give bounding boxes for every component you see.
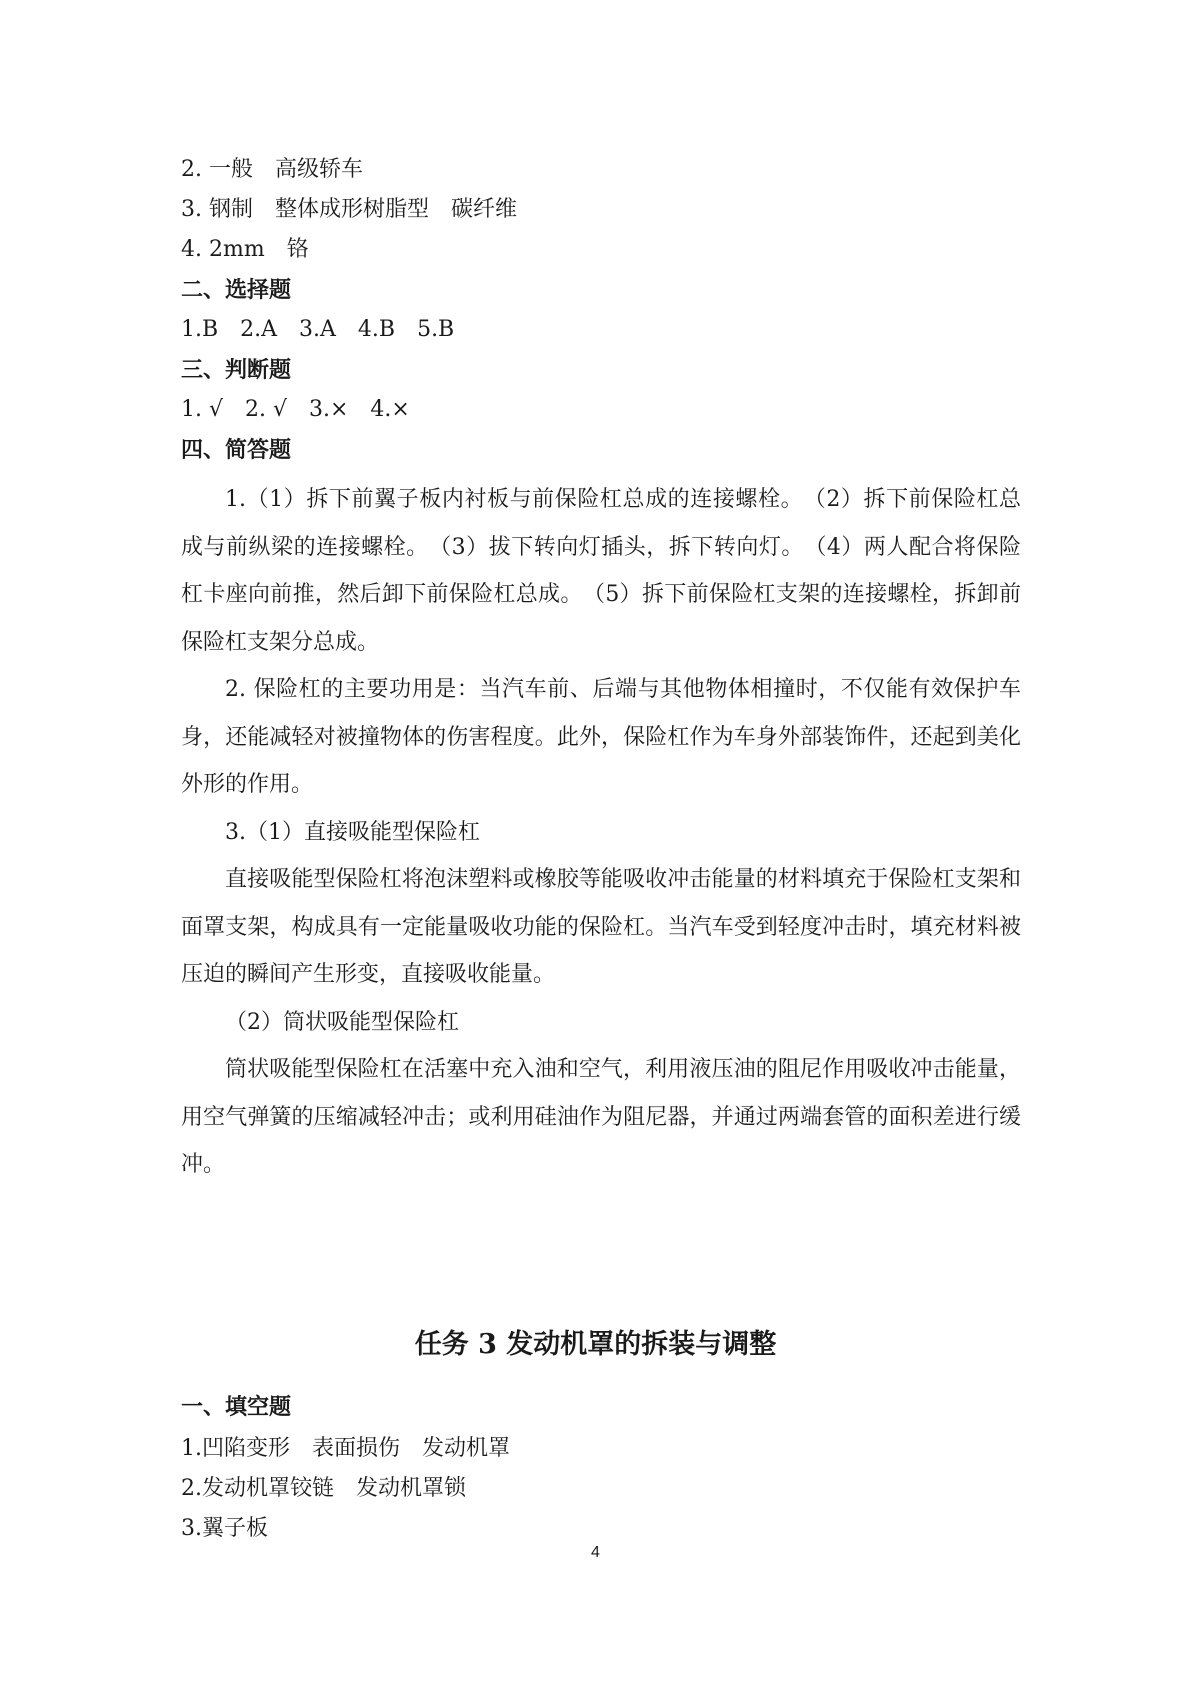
fill-answer-3: 3. 钢制 整体成形树脂型 碳纤维: [181, 197, 517, 222]
short-answer-2: 2. 保险杠的主要功用是：当汽车前、后端与其他物体相撞时，不仅能有效保护车身，还能减轻对被撞物体的伤害程度。此外，保险杠作为车身外部装饰件，还起到美化外形的作用。: [181, 677, 1021, 797]
judge-heading: 三、判断题: [181, 357, 292, 383]
short-answer-1: 1.（1）拆下前翼子板内衬板与前保险杠总成的连接螺栓。 （2）拆下前保险杠总成与前纵梁的连接螺栓。 （3）拔下转向灯插头，拆下转向灯。 （4）两人配合将保险杠卡座向前推，然后卸下前保险杠总成。 （5）拆下前保险杠支架的连接螺栓，拆卸前保险杠支架分总成。: [181, 487, 1021, 655]
judge-answers: 1. √ 2. √ 3.× 4.×: [181, 397, 410, 422]
short-answer-3-body-2: 筒状吸能型保险杠在活塞中充入油和空气，利用液压油的阻尼作用吸收冲击能量，用空气弹簧的压缩减轻冲击；或利用硅油作为阻尼器，并通过两端套管的面积差进行缓冲。: [181, 1057, 1021, 1177]
task3-fill-answer-2: 2.发动机罩铰链 发动机罩锁: [181, 1476, 466, 1501]
fill-answer-4: 4. 2mm 铬: [181, 237, 309, 262]
task3-fill-answer-3: 3.翼子板: [181, 1516, 268, 1541]
task-title: 任务 3 发动机罩的拆装与调整: [414, 1329, 777, 1360]
answer-section-task2: [181, 150, 1021, 1189]
fill-answer-2: 2. 一般 高级轿车: [181, 157, 363, 182]
short-answer-3-body-1: 直接吸能型保险杠将泡沫塑料或橡胶等能吸收冲击能量的材料填充于保险杠支架和面罩支架，构成具有一定能量吸收功能的保险杠。当汽车受到轻度冲击时，填充材料被压迫的瞬间产生形变，直接吸收能量。: [181, 867, 1021, 987]
short-answer-3-title-2: （2）筒状吸能型保险杠: [225, 1009, 459, 1035]
answer-section-task3: [181, 1387, 1021, 1549]
page-number: 4: [591, 1544, 600, 1561]
short-answer-3-title-1: 3.（1）直接吸能型保险杠: [225, 819, 480, 845]
short-answer-heading: 四、简答题: [181, 437, 292, 463]
choice-heading: 二、选择题: [181, 277, 292, 303]
choice-answers: 1.B 2.A 3.A 4.B 5.B: [181, 317, 455, 342]
task3-fill-heading: 一、填空题: [181, 1394, 292, 1420]
task3-fill-answer-1: 1.凹陷变形 表面损伤 发动机罩: [181, 1436, 510, 1461]
